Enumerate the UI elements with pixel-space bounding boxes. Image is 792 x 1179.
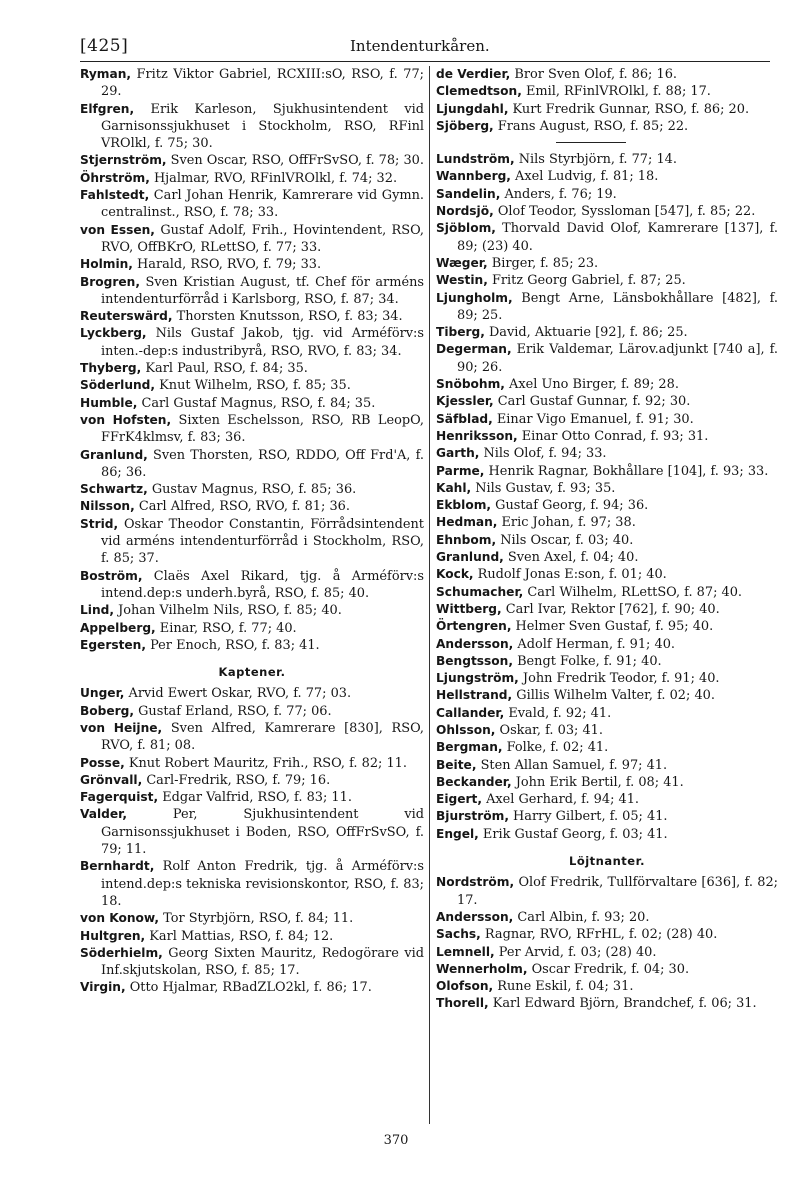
register-entry <box>436 978 778 995</box>
entry-details: Ragnar, RVO, RFrHL, f. 02; (28) 40. <box>480 927 718 943</box>
entry-surname: Lundström, <box>436 152 515 167</box>
entry-surname: Sjöblom, <box>436 221 496 236</box>
entry-details: Nils Styrbjörn, f. 77; 14. <box>514 152 677 168</box>
entry-surname: Boberg, <box>80 703 135 718</box>
register-entry <box>436 514 778 531</box>
register-entry <box>436 290 778 325</box>
register-entry <box>80 152 424 169</box>
register-entry <box>436 636 778 653</box>
entry-surname: Hultgren, <box>80 928 146 943</box>
entry-surname: Nilsson, <box>80 499 135 514</box>
register-entry <box>80 637 424 654</box>
entry-surname: Boström, <box>80 568 143 583</box>
entry-surname: Granlund, <box>80 447 148 462</box>
register-entry <box>436 186 778 203</box>
register-entry <box>436 808 778 825</box>
register-entry <box>80 325 424 360</box>
entry-details: Bengt Folke, f. 91; 40. <box>512 653 662 669</box>
entry-surname: Beite, <box>436 757 477 772</box>
entry-surname: Garth, <box>436 446 480 461</box>
entry-details: Harry Gilbert, f. 05; 41. <box>508 809 668 825</box>
entry-details: Henrik Ragnar, Bokhållare [104], f. 93; 33. <box>484 463 769 479</box>
entry-surname: Lemnell, <box>436 944 495 959</box>
register-entry <box>436 722 778 739</box>
entry-surname: Kock, <box>436 567 474 582</box>
entry-surname: Bengtsson, <box>436 653 513 668</box>
entry-surname: Henriksson, <box>436 428 518 443</box>
entry-details: Johan Vilhelm Nils, RSO, f. 85; 40. <box>113 603 342 619</box>
register-entry <box>436 168 778 185</box>
entry-details: Sven Oscar, RSO, OffFrSvSO, f. 78; 30. <box>166 153 424 169</box>
entry-details: David, Aktuarie [92], f. 86; 25. <box>484 325 688 341</box>
page-number-bracketed: [425] <box>80 36 129 56</box>
entry-details: Nils Gustav, f. 93; 35. <box>471 480 616 496</box>
entry-surname: Egersten, <box>80 637 146 652</box>
entry-surname: Ohlsson, <box>436 722 496 737</box>
entry-details: Per Enoch, RSO, f. 83; 41. <box>145 637 320 653</box>
entry-details: Einar, RSO, f. 77; 40. <box>155 620 297 636</box>
register-entry <box>80 274 424 309</box>
entry-surname: Kahl, <box>436 480 472 495</box>
section-heading-lojtnanter: Löjtnanter. <box>569 854 645 869</box>
register-entry <box>436 653 778 670</box>
entry-details: Knut Robert Mauritz, Frih., RSO, f. 82; 11. <box>124 755 407 771</box>
entry-details: Sven Kristian August, tf. Chef för arméns intendenturförråd i Karlsborg, RSO, f. 87; 34. <box>101 274 424 307</box>
entry-details: Sten Allan Samuel, f. 97; 41. <box>476 757 668 773</box>
entry-surname: Ekblom, <box>436 498 492 513</box>
register-entry <box>436 83 778 100</box>
entry-surname: Olofson, <box>436 979 494 994</box>
register-entry <box>436 220 778 255</box>
register-entry <box>436 272 778 289</box>
register-entry <box>436 151 778 168</box>
entry-details: Evald, f. 92; 41. <box>504 705 612 721</box>
entry-surname: Brogren, <box>80 274 140 289</box>
entry-surname: Parme, <box>436 463 485 478</box>
entry-surname: Ryman, <box>80 67 132 81</box>
entry-details: Sven Thorsten, RSO, RDDO, Off Frd'A, f. 86; 36. <box>101 447 424 480</box>
page-title: Intendenturkåren. <box>350 37 490 55</box>
register-entry <box>436 532 778 549</box>
entry-details: Georg Sixten Mauritz, Redogörare vid Inf.skjutskolan, RSO, f. 85; 17. <box>101 945 424 979</box>
entry-surname: Lind, <box>80 603 114 618</box>
register-entry <box>80 256 424 273</box>
entry-details: Carl Gustaf Gunnar, f. 92; 30. <box>493 394 691 410</box>
register-entry <box>80 101 424 153</box>
right-entries-top <box>436 66 778 135</box>
entry-details: Thorvald David Olof, Kamrerare [137], f. 89; (23) 40. <box>457 221 778 254</box>
entry-details: Fritz Viktor Gabriel, RCXIII:sO, RSO, f. 77; 29. <box>101 67 424 100</box>
entry-surname: de Verdier, <box>436 67 511 81</box>
entry-surname: Andersson, <box>436 909 514 924</box>
entry-surname: Appelberg, <box>80 620 156 635</box>
right-entries-middle <box>436 151 778 843</box>
page-header <box>80 36 770 58</box>
header-rule <box>80 61 770 62</box>
register-entry <box>436 101 778 118</box>
entry-details: Knut Wilhelm, RSO, f. 85; 35. <box>155 378 351 394</box>
register-entry <box>436 687 778 704</box>
entry-surname: Granlund, <box>436 550 504 565</box>
register-entry <box>436 926 778 943</box>
entry-details: John Erik Bertil, f. 08; 41. <box>511 774 684 790</box>
entry-details: Carl Gustaf Magnus, RSO, f. 84; 35. <box>137 395 376 411</box>
register-entry <box>436 601 778 618</box>
entry-details: John Fredrik Teodor, f. 91; 40. <box>518 671 720 687</box>
right-entries-bottom <box>436 874 778 1012</box>
register-entry <box>436 791 778 808</box>
entry-surname: Wittberg, <box>436 601 502 616</box>
register-entry <box>80 602 424 619</box>
entry-surname: Schumacher, <box>436 584 524 599</box>
entry-surname: Nordsjö, <box>436 204 494 219</box>
register-entry <box>436 341 778 376</box>
entry-surname: Holmin, <box>80 257 133 272</box>
register-entry <box>80 447 424 482</box>
register-entry <box>80 755 424 772</box>
entry-surname: Eigert, <box>436 792 482 807</box>
entry-surname: Bernhardt, <box>80 859 155 874</box>
register-entry <box>80 222 424 257</box>
entry-surname: Tiberg, <box>436 325 485 340</box>
entry-details: Karl Edward Björn, Brandchef, f. 06; 31. <box>488 996 757 1012</box>
right-column <box>436 66 778 1013</box>
entry-surname: Lyckberg, <box>80 326 147 341</box>
register-entry <box>80 481 424 498</box>
entry-details: Folke, f. 02; 41. <box>502 740 609 756</box>
entry-surname: Hellstrand, <box>436 688 513 703</box>
entry-details: Rudolf Jonas E:son, f. 01; 40. <box>473 567 667 583</box>
register-entry <box>436 376 778 393</box>
entry-details: Helmer Sven Gustaf, f. 95; 40. <box>511 619 714 635</box>
register-entry <box>436 66 778 83</box>
register-entry <box>80 789 424 806</box>
register-entry <box>80 568 424 603</box>
register-entry <box>436 995 778 1012</box>
entry-surname: Westin, <box>436 273 488 288</box>
entry-details: Carl Wilhelm, RLettSO, f. 87; 40. <box>523 584 743 600</box>
register-entry <box>80 806 424 858</box>
entry-details: Kurt Fredrik Gunnar, RSO, f. 86; 20. <box>508 101 750 117</box>
entry-details: Axel Uno Birger, f. 89; 28. <box>504 377 679 393</box>
entry-details: Karl Paul, RSO, f. 84; 35. <box>141 361 308 377</box>
entry-surname: Nordström, <box>436 875 515 890</box>
register-entry <box>436 255 778 272</box>
register-entry <box>436 826 778 843</box>
entry-surname: Elfgren, <box>80 101 135 116</box>
entry-details: Emil, RFinlVROlkl, f. 88; 17. <box>521 84 711 100</box>
entry-surname: Posse, <box>80 755 125 770</box>
entry-surname: Bjurström, <box>436 809 509 824</box>
entry-surname: von Hofsten, <box>80 412 172 427</box>
entry-surname: von Konow, <box>80 911 159 926</box>
entry-details: Claës Axel Rikard, tjg. å Arméförv:s intend.dep:s underh.byrå, RSO, f. 85; 40. <box>101 568 424 601</box>
entry-surname: Thorell, <box>436 996 489 1011</box>
register-entry <box>80 928 424 945</box>
entry-surname: Sandelin, <box>436 186 501 201</box>
register-entry <box>436 566 778 583</box>
register-entry <box>80 412 424 447</box>
entry-surname: Sjöberg, <box>436 118 494 133</box>
register-entry <box>436 909 778 926</box>
entry-surname: Callander, <box>436 705 505 720</box>
entry-details: Edgar Valfrid, RSO, f. 83; 11. <box>158 790 352 806</box>
register-entry <box>80 66 424 101</box>
entry-surname: Thyberg, <box>80 361 142 376</box>
entry-surname: Bergman, <box>436 740 503 755</box>
entry-details: Otto Hjalmar, RBadZLO2kl, f. 86; 17. <box>125 980 372 996</box>
entry-details: Per, Sjukhusintendent vid Garnisonssjukhuset i Boden, RSO, OffFrSvSO, f. 79; 11. <box>101 807 424 858</box>
entry-details: Oskar, f. 03; 41. <box>495 722 603 738</box>
entry-details: Bengt Arne, Länsbokhållare [482], f. 89; 25. <box>457 290 778 323</box>
section-heading-kaptener: Kaptener. <box>218 665 286 680</box>
entry-details: Nils Gustaf Jakob, tjg. vid Arméförv:s inten.-dep:s industribyrå, RSO, RVO, f. 83; 34. <box>101 326 424 359</box>
register-entry <box>80 720 424 755</box>
entry-details: Sven Alfred, Kamrerare [830], RSO, RVO, f. 81; 08. <box>101 720 424 754</box>
entry-details: Harald, RSO, RVO, f. 79; 33. <box>132 257 322 273</box>
register-entry <box>80 360 424 377</box>
left-entries-bottom <box>80 685 424 996</box>
register-entry <box>80 308 424 325</box>
entry-details: Erik Karleson, Sjukhusintendent vid Garnisonssjukhuset i Stockholm, RSO, RFinl VROlkl, f. 75; 30. <box>101 101 424 152</box>
register-entry <box>436 393 778 410</box>
entry-surname: Beckander, <box>436 774 512 789</box>
entry-surname: Strid, <box>80 516 119 531</box>
entry-details: Adolf Herman, f. 91; 40. <box>513 636 675 652</box>
entry-details: Birger, f. 85; 23. <box>487 255 599 271</box>
entry-details: Tor Styrbjörn, RSO, f. 84; 11. <box>159 911 354 927</box>
register-entry <box>80 498 424 515</box>
entry-surname: von Essen, <box>80 222 155 237</box>
register-entry <box>436 944 778 961</box>
register-entry <box>436 705 778 722</box>
entry-details: Per Arvid, f. 03; (28) 40. <box>494 944 657 960</box>
register-entry <box>80 703 424 720</box>
register-entry <box>436 203 778 220</box>
entry-surname: Wæger, <box>436 255 488 270</box>
entry-surname: Kjessler, <box>436 394 494 409</box>
entry-details: Gustaf Erland, RSO, f. 77; 06. <box>134 703 332 719</box>
register-entry <box>436 118 778 135</box>
register-entry <box>436 874 778 909</box>
entry-surname: Andersson, <box>436 636 514 651</box>
register-entry <box>80 772 424 789</box>
register-entry <box>436 549 778 566</box>
register-entry <box>80 945 424 980</box>
register-entry <box>436 463 778 480</box>
entry-details: Nils Olof, f. 94; 33. <box>479 446 607 462</box>
entry-surname: Degerman, <box>436 342 512 357</box>
register-entry <box>436 618 778 635</box>
entry-surname: Snöbohm, <box>436 377 505 392</box>
register-entry <box>80 516 424 568</box>
entry-details: Axel Gerhard, f. 94; 41. <box>481 792 640 808</box>
entry-surname: Ljungström, <box>436 671 519 686</box>
entry-surname: Fahlstedt, <box>80 188 150 203</box>
entry-surname: Söderhielm, <box>80 945 163 960</box>
entry-details: Bror Sven Olof, f. 86; 16. <box>510 67 677 82</box>
entry-details: Oskar Theodor Constantin, Förrådsintendent vid arméns intendenturförråd i Stockholm, RSO, f. 85; 37. <box>101 516 424 567</box>
entry-details: Carl Albin, f. 93; 20. <box>513 909 650 925</box>
register-entry <box>436 411 778 428</box>
entry-details: Sixten Eschelsson, RSO, RB LeopO, FFrK4klmsv, f. 83; 36. <box>101 412 425 446</box>
entry-surname: von Heijne, <box>80 720 163 735</box>
entry-surname: Ehnbom, <box>436 532 497 547</box>
entry-surname: Öhrström, <box>80 170 150 185</box>
register-entry <box>80 858 424 910</box>
entry-details: Sven Axel, f. 04; 40. <box>503 550 639 566</box>
left-column <box>80 66 424 997</box>
register-entry <box>436 584 778 601</box>
entry-details: Anders, f. 76; 19. <box>500 186 617 202</box>
register-entry <box>436 757 778 774</box>
entry-details: Carl Ivar, Rektor [762], f. 90; 40. <box>501 601 720 617</box>
entry-details: Axel Ludvig, f. 81; 18. <box>510 169 659 185</box>
register-entry <box>80 395 424 412</box>
register-entry <box>436 480 778 497</box>
entry-surname: Wannberg, <box>436 169 511 184</box>
entry-details: Olof Teodor, Syssloman [547], f. 85; 22. <box>493 204 756 220</box>
entry-surname: Valder, <box>80 807 128 822</box>
footer-page-number: 370 <box>383 1133 409 1148</box>
entry-surname: Ljungholm, <box>436 290 513 305</box>
entry-details: Carl-Fredrik, RSO, f. 79; 16. <box>142 772 331 788</box>
entry-details: Nils Oscar, f. 03; 40. <box>496 532 634 548</box>
entry-details: Gillis Wilhelm Valter, f. 02; 40. <box>512 688 715 704</box>
entry-details: Gustaf Georg, f. 94; 36. <box>491 498 649 514</box>
entry-surname: Söderlund, <box>80 378 156 393</box>
entry-details: Gustaf Adolf, Frih., Hovintendent, RSO, RVO, OffBKrO, RLettSO, f. 77; 33. <box>101 222 424 255</box>
entry-surname: Clemedtson, <box>436 84 522 99</box>
entry-surname: Örtengren, <box>436 619 512 634</box>
register-entry <box>80 170 424 187</box>
entry-surname: Humble, <box>80 395 138 410</box>
register-entry <box>436 961 778 978</box>
register-entry <box>436 739 778 756</box>
entry-surname: Unger, <box>80 686 125 701</box>
register-entry <box>80 685 424 702</box>
entry-details: Carl Johan Henrik, Kamrerare vid Gymn. centralinst., RSO, f. 78; 33. <box>101 188 424 221</box>
entry-details: Einar Otto Conrad, f. 93; 31. <box>517 428 709 444</box>
register-entry <box>436 324 778 341</box>
entry-surname: Hedman, <box>436 515 498 530</box>
entry-details: Frans August, RSO, f. 85; 22. <box>493 118 689 134</box>
entry-details: Arvid Ewert Oskar, RVO, f. 77; 03. <box>124 686 352 702</box>
entry-details: Rune Eskil, f. 04; 31. <box>493 979 634 995</box>
entry-separator-rule <box>556 142 626 143</box>
register-entry <box>80 910 424 927</box>
register-entry <box>80 187 424 222</box>
left-entries-top <box>80 66 424 654</box>
entry-surname: Sachs, <box>436 927 481 942</box>
entry-details: Gustav Magnus, RSO, f. 85; 36. <box>147 482 357 498</box>
entry-details: Olof Fredrik, Tullförvaltare [636], f. 82; 17. <box>457 875 778 908</box>
entry-details: Hjalmar, RVO, RFinlVROlkl, f. 74; 32. <box>149 170 398 186</box>
entry-details: Thorsten Knutsson, RSO, f. 83; 34. <box>172 309 403 325</box>
register-entry <box>436 774 778 791</box>
register-entry <box>436 445 778 462</box>
entry-surname: Ljungdahl, <box>436 101 509 116</box>
entry-details: Fritz Georg Gabriel, f. 87; 25. <box>487 273 686 289</box>
entry-surname: Virgin, <box>80 980 126 995</box>
entry-details: Erik Gustaf Georg, f. 03; 41. <box>478 826 668 842</box>
entry-surname: Fagerquist, <box>80 790 159 805</box>
entry-details: Eric Johan, f. 97; 38. <box>497 515 636 531</box>
register-entry <box>436 428 778 445</box>
column-divider <box>429 66 430 1124</box>
register-entry <box>80 377 424 394</box>
entry-surname: Stjernström, <box>80 153 167 168</box>
entry-surname: Grönvall, <box>80 772 143 787</box>
entry-details: Einar Vigo Emanuel, f. 91; 30. <box>492 411 694 427</box>
entry-details: Oscar Fredrik, f. 04; 30. <box>527 961 690 977</box>
entry-surname: Wennerholm, <box>436 961 528 976</box>
register-entry <box>80 979 424 996</box>
register-entry <box>80 620 424 637</box>
entry-details: Rolf Anton Fredrik, tjg. å Arméförv:s intend.dep:s tekniska revisionskontor, RSO, f. 83; 18. <box>101 859 424 909</box>
entry-surname: Säfblad, <box>436 411 493 426</box>
register-entry <box>436 670 778 687</box>
entry-details: Erik Valdemar, Lärov.adjunkt [740 a], f. 90; 26. <box>457 342 778 375</box>
entry-surname: Schwartz, <box>80 482 148 497</box>
entry-details: Carl Alfred, RSO, RVO, f. 81; 36. <box>134 499 350 515</box>
register-entry <box>436 497 778 514</box>
entry-surname: Reuterswärd, <box>80 309 173 324</box>
entry-details: Karl Mattias, RSO, f. 84; 12. <box>145 928 334 944</box>
entry-surname: Engel, <box>436 826 479 841</box>
